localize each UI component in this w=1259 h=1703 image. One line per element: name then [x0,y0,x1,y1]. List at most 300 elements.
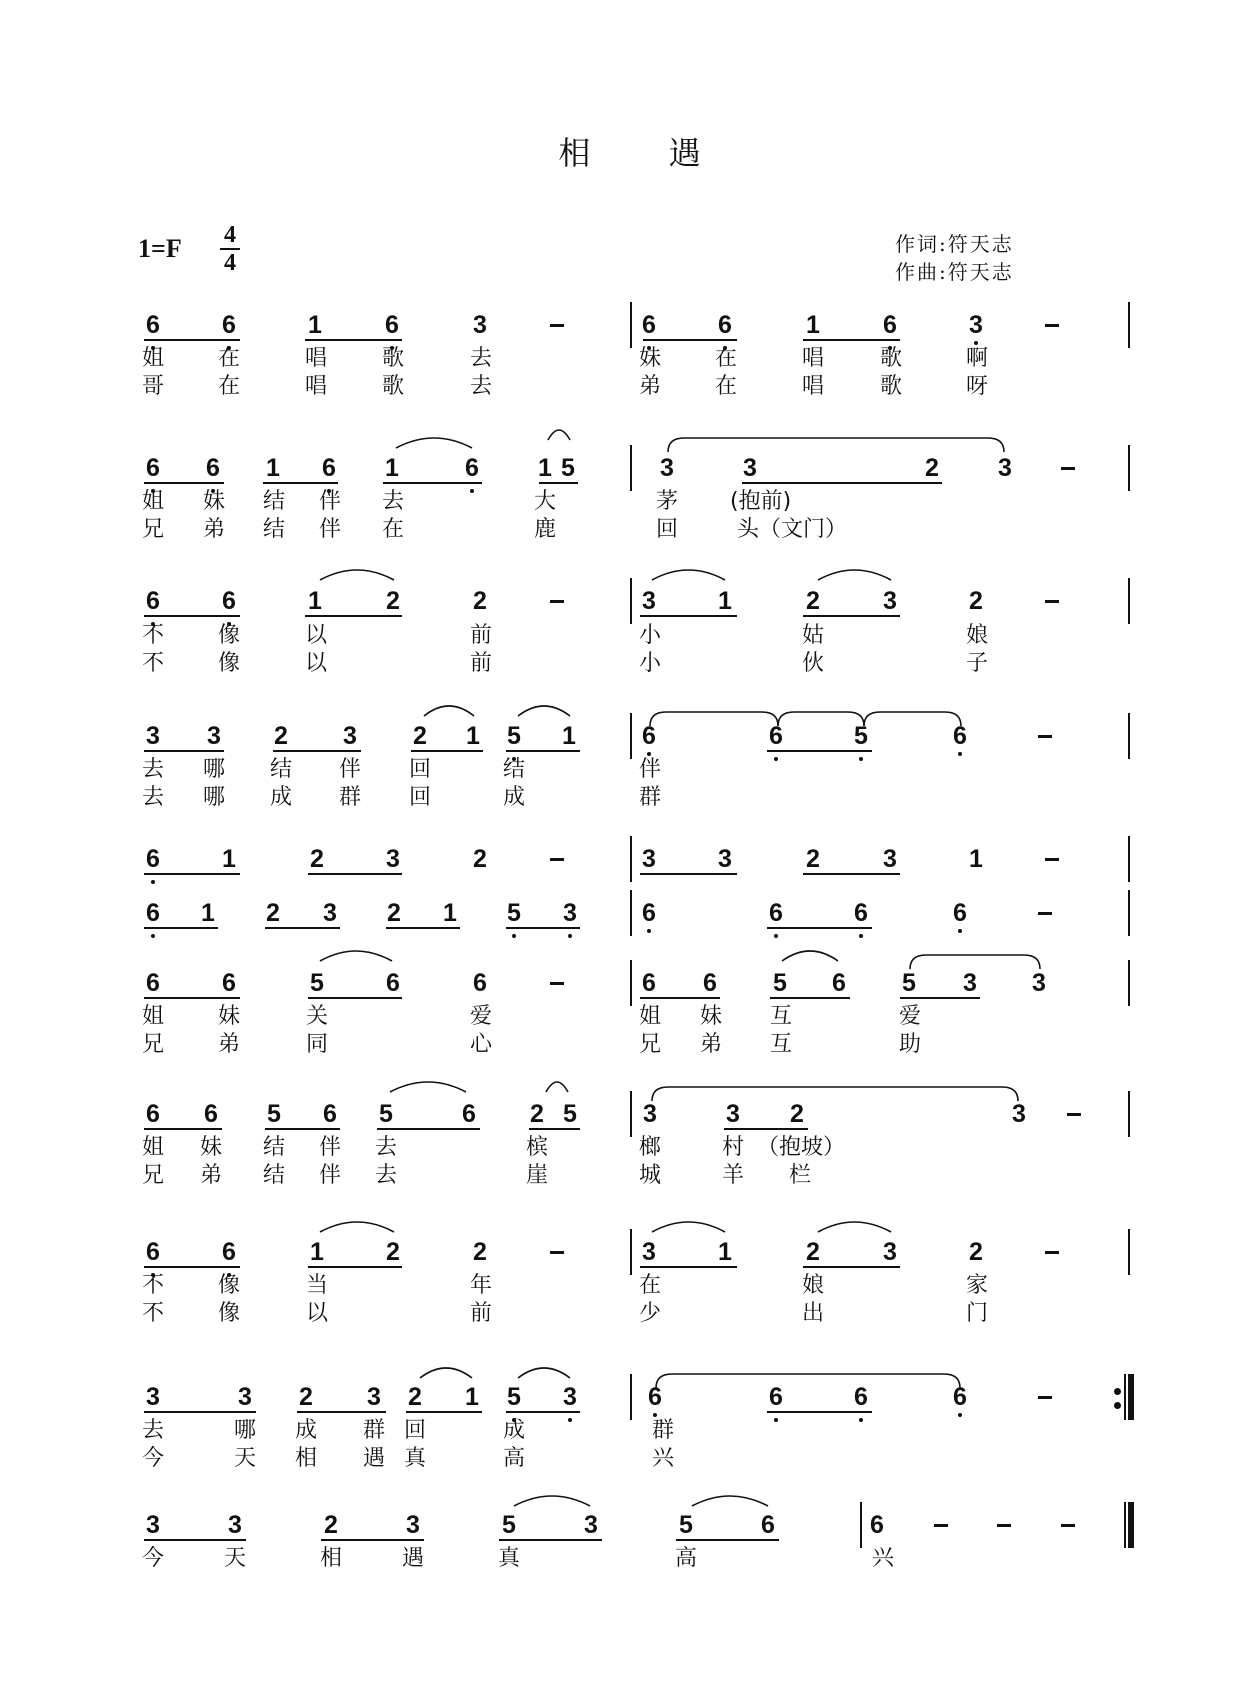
lyric-syllable: 同 [305,1032,328,1057]
lyric-syllable: （抱坡） [757,1135,846,1160]
lyric-syllable: 爱 [898,1004,921,1029]
note-1: 1 [562,722,576,750]
eighth-underline [529,1128,580,1130]
note-3: 3 [998,454,1012,482]
note-2: 2 [310,845,324,873]
slur-arc [546,1082,568,1092]
eighth-underline [386,927,460,929]
eighth-underline [411,750,483,752]
note-3: 3 [1032,969,1046,997]
note-3: 3 [743,454,757,482]
sustain-dash [997,1524,1011,1527]
note-6: 6 [642,899,656,927]
note-2: 2 [806,1238,820,1266]
note-3: 3 [406,1511,420,1539]
low-octave-dot [151,934,155,938]
eighth-underline [377,1128,480,1130]
lyric-syllable: 子 [965,651,988,676]
sustain-dash [1061,467,1075,470]
lyric-syllable: 兴 [651,1446,674,1471]
note-5: 5 [379,1100,393,1128]
low-octave-dot [958,929,962,933]
lyric-syllable: 回 [408,757,431,782]
note-6: 6 [953,1383,967,1411]
lyric-syllable: 榔 [638,1135,661,1160]
note-3: 3 [238,1383,252,1411]
lyric-syllable: 在 [217,374,240,399]
lyric-syllable: 像 [217,1301,240,1326]
low-octave-dot [512,934,516,938]
slur-arc [518,1368,570,1378]
lyric-syllable: 不 [141,1273,164,1298]
lyric-syllable: 呀 [965,374,988,399]
low-octave-dot [647,929,651,933]
note-6: 6 [222,969,236,997]
lyric-syllable: 茅 [655,489,678,514]
note-3: 3 [883,587,897,615]
note-5: 5 [507,1383,521,1411]
eighth-underline [144,997,240,999]
eighth-underline [803,339,900,341]
note-6: 6 [769,722,783,750]
note-3: 3 [642,845,656,873]
note-6: 6 [703,969,717,997]
low-octave-dot [774,1418,778,1422]
lyric-syllable: 以 [304,623,327,648]
lyric-syllable: 前 [469,651,492,676]
lyric-syllable: 小 [638,623,661,648]
lyric-syllable: 弟 [638,374,661,399]
lyric-syllable: 伴 [318,1135,341,1160]
note-3: 3 [473,311,487,339]
lyric-syllable: 不 [141,623,164,648]
eighth-underline [770,997,850,999]
barline [1128,445,1130,491]
note-6: 6 [146,845,160,873]
lyricist-credit: 作词:符天志 [895,232,1014,256]
barline [1128,960,1130,1006]
note-2: 2 [925,454,939,482]
lyric-syllable: 鹿 [533,517,556,542]
eighth-underline [506,1411,580,1413]
lyric-syllable: 在 [638,1273,661,1298]
repeat-thin-bar [1124,1374,1126,1420]
eighth-underline [640,615,737,617]
eighth-underline [900,997,980,999]
tie-bracket [668,438,1004,452]
lyric-syllable: 在 [714,346,737,371]
note-1: 1 [465,1383,479,1411]
lyric-syllable: 相 [294,1446,317,1471]
eighth-underline [144,1539,246,1541]
eighth-underline [803,873,900,875]
lyric-syllable: 成 [269,785,292,810]
lyric-syllable: 前 [469,1301,492,1326]
note-5: 5 [561,454,575,482]
eighth-underline [724,1128,808,1130]
lyric-syllable: 助 [898,1032,921,1057]
eighth-underline [144,482,224,484]
lyric-syllable: 姐 [141,1135,164,1160]
low-octave-dot [774,934,778,938]
low-octave-dot [958,752,962,756]
eighth-underline [308,1266,402,1268]
lyric-syllable: 不 [141,651,164,676]
note-6: 6 [642,311,656,339]
lyric-syllable: 结 [262,1163,285,1188]
barline [630,445,632,491]
note-1: 1 [538,454,552,482]
lyric-syllable: 兴 [871,1546,894,1571]
note-1: 1 [969,845,983,873]
note-3: 3 [969,311,983,339]
lyric-syllable: 去 [381,489,404,514]
barline [1128,713,1130,759]
note-6: 6 [462,1100,476,1128]
lyric-syllable: 在 [217,346,240,371]
low-octave-dot [568,1418,572,1422]
eighth-underline [506,927,580,929]
lyric-syllable: 伴 [318,489,341,514]
barline [1128,890,1130,936]
note-1: 1 [466,722,480,750]
lyric-syllable: 姐 [141,346,164,371]
lyric-syllable: 群 [651,1418,674,1443]
song-title: 相 遇 [558,134,735,172]
sustain-dash [1061,1524,1075,1527]
barline [630,1091,632,1137]
eighth-underline [676,1539,779,1541]
eighth-underline [273,750,361,752]
slur-arc [390,1082,466,1092]
lyric-syllable: 成 [502,785,525,810]
slur-arc [424,706,474,716]
sustain-dash [1045,858,1059,861]
lyric-syllable: 娘 [801,1273,824,1298]
note-1: 1 [385,454,399,482]
note-3: 3 [642,587,656,615]
barline [630,960,632,1006]
eighth-underline [767,750,872,752]
lyric-syllable: 兄 [638,1032,661,1057]
lyric-syllable: 哪 [233,1418,256,1443]
lyric-syllable: 结 [269,757,292,782]
lyric-syllable: 互 [769,1032,792,1057]
note-6: 6 [465,454,479,482]
note-5: 5 [310,969,324,997]
lyric-syllable: 像 [217,1273,240,1298]
barline [1128,578,1130,624]
sustain-dash [550,600,564,603]
sustain-dash [550,324,564,327]
lyric-syllable: 哥 [141,374,164,399]
lyric-syllable: 伙 [801,651,824,676]
eighth-underline [308,873,402,875]
lyric-syllable: 唱 [801,374,824,399]
lyric-syllable: 伴 [318,1163,341,1188]
sustain-dash [1045,324,1059,327]
note-6: 6 [204,1100,218,1128]
note-6: 6 [769,899,783,927]
note-1: 1 [310,1238,324,1266]
note-2: 2 [806,845,820,873]
slur-arc [320,1222,394,1232]
low-octave-dot [568,934,572,938]
lyric-syllable: 关 [305,1004,328,1029]
final-thin-bar [1124,1502,1126,1548]
lyric-syllable: 伴 [318,517,341,542]
lyric-syllable: 伴 [638,757,661,782]
lyric-syllable: 高 [674,1546,697,1571]
lyric-syllable: 去 [469,346,492,371]
tie-bracket [910,955,1040,969]
note-6: 6 [146,587,160,615]
slur-arc [652,570,725,580]
eighth-underline [767,927,872,929]
barline [860,1502,862,1548]
lyric-syllable: 姑 [801,623,824,648]
lyric-syllable: 成 [502,1418,525,1443]
note-6: 6 [222,1238,236,1266]
note-2: 2 [386,1238,400,1266]
lyric-syllable: 姐 [141,1004,164,1029]
lyric-syllable: 家 [965,1273,988,1298]
eighth-underline [640,997,720,999]
slur-arc [782,951,838,961]
lyric-syllable: 弟 [202,517,225,542]
lyric-syllable: 天 [233,1446,256,1471]
lyric-syllable: 村 [721,1135,744,1160]
eighth-underline [265,927,340,929]
note-6: 6 [146,1238,160,1266]
note-2: 2 [969,1238,983,1266]
note-2: 2 [299,1383,313,1411]
barline [1128,836,1130,882]
note-2: 2 [387,899,401,927]
note-1: 1 [718,1238,732,1266]
note-6: 6 [883,311,897,339]
lyric-syllable: 结 [262,517,285,542]
note-3: 3 [386,845,400,873]
note-6: 6 [761,1511,775,1539]
note-6: 6 [870,1511,884,1539]
time-denominator: 4 [224,250,236,276]
note-3: 3 [883,845,897,873]
lyric-syllable: 真 [497,1546,520,1571]
repeat-thick-bar [1128,1374,1134,1420]
note-5: 5 [267,1100,281,1128]
note-2: 2 [266,899,280,927]
lyric-syllable: 娘 [965,623,988,648]
tie-bracket [656,1374,960,1388]
note-5: 5 [502,1511,516,1539]
lyric-syllable: 弟 [199,1163,222,1188]
note-6: 6 [222,587,236,615]
note-2: 2 [408,1383,422,1411]
lyric-syllable: 兄 [141,517,164,542]
sustain-dash [550,1251,564,1254]
lyric-syllable: 唱 [801,346,824,371]
barline [630,836,632,882]
note-3: 3 [660,454,674,482]
slur-arc [692,1496,768,1506]
note-1: 1 [443,899,457,927]
note-1: 1 [308,587,322,615]
note-2: 2 [386,587,400,615]
lyric-syllable: 天 [223,1546,246,1571]
lyric-syllable: 今 [141,1446,164,1471]
lyric-syllable: 去 [469,374,492,399]
note-1: 1 [308,311,322,339]
tie-bracket [652,1087,1018,1101]
low-octave-dot [859,1418,863,1422]
low-octave-dot [151,880,155,884]
lyric-syllable: 哪 [202,757,225,782]
low-octave-dot [974,341,978,345]
note-6: 6 [642,722,656,750]
note-5: 5 [507,899,521,927]
note-3: 3 [963,969,977,997]
note-6: 6 [642,969,656,997]
lyric-syllable: 唱 [304,374,327,399]
lyric-syllable: 妹 [202,489,225,514]
note-6: 6 [953,722,967,750]
note-3: 3 [563,1383,577,1411]
lyric-syllable: 城 [638,1163,661,1188]
low-octave-dot [859,934,863,938]
sustain-dash [934,1524,948,1527]
note-6: 6 [473,969,487,997]
eighth-underline [305,339,402,341]
lyric-syllable: 结 [262,489,285,514]
note-6: 6 [385,311,399,339]
repeat-dot [1114,1388,1121,1395]
note-6: 6 [146,969,160,997]
note-3: 3 [726,1100,740,1128]
lyric-syllable: 大 [533,489,556,514]
slur-arc [818,1222,891,1232]
slur-arc [818,570,891,580]
low-octave-dot [774,757,778,761]
lyric-syllable: 去 [374,1135,397,1160]
note-6: 6 [854,899,868,927]
note-6: 6 [146,311,160,339]
note-2: 2 [530,1100,544,1128]
barline [630,713,632,759]
note-5: 5 [773,969,787,997]
barline [630,1374,632,1420]
low-octave-dot [470,489,474,493]
eighth-underline [506,750,580,752]
note-5: 5 [679,1511,693,1539]
lyric-syllable: 成 [294,1418,317,1443]
eighth-underline [643,339,737,341]
eighth-underline [539,482,578,484]
lyric-syllable: 今 [141,1546,164,1571]
lyric-syllable: 像 [217,623,240,648]
note-6: 6 [386,969,400,997]
note-6: 6 [322,454,336,482]
tie-bracket [864,712,961,726]
note-2: 2 [473,587,487,615]
note-6: 6 [854,1383,868,1411]
note-5: 5 [854,722,868,750]
eighth-underline [308,997,402,999]
note-3: 3 [146,1383,160,1411]
lyric-syllable: 群 [362,1418,385,1443]
sustain-dash [550,858,564,861]
note-2: 2 [473,1238,487,1266]
note-6: 6 [206,454,220,482]
note-3: 3 [323,899,337,927]
lyric-syllable: 回 [655,517,678,542]
lyric-syllable: 高 [502,1446,525,1471]
lyric-syllable: 姐 [141,489,164,514]
note-3: 3 [718,845,732,873]
lyric-syllable: 弟 [699,1032,722,1057]
note-1: 1 [201,899,215,927]
lyric-syllable: 兄 [141,1032,164,1057]
note-6: 6 [146,899,160,927]
barline [630,302,632,348]
lyric-syllable: 互 [769,1004,792,1029]
eighth-underline [321,1539,424,1541]
lyric-syllable: 羊 [721,1163,744,1188]
eighth-underline [803,1266,900,1268]
note-3: 3 [563,899,577,927]
lyric-syllable: 门 [965,1301,988,1326]
note-3: 3 [146,1511,160,1539]
slur-arc [514,1496,590,1506]
note-2: 2 [324,1511,338,1539]
eighth-underline [406,1411,482,1413]
lyric-syllable: 结 [502,757,525,782]
lyric-syllable: 去 [141,1418,164,1443]
note-6: 6 [769,1383,783,1411]
lyric-syllable: 崖 [525,1163,548,1188]
lyric-syllable: 回 [403,1418,426,1443]
lyric-syllable: 头（文门） [737,517,848,542]
note-3: 3 [146,722,160,750]
slur-arc [652,1222,725,1232]
eighth-underline [263,482,338,484]
note-1: 1 [806,311,820,339]
eighth-underline [144,615,240,617]
note-3: 3 [228,1511,242,1539]
slur-arc [320,951,392,961]
eighth-underline [803,615,900,617]
note-2: 2 [790,1100,804,1128]
low-octave-dot [958,1413,962,1417]
sustain-dash [1045,1251,1059,1254]
eighth-underline [742,482,942,484]
note-5: 5 [563,1100,577,1128]
eighth-underline [383,482,482,484]
lyric-syllable: 少 [638,1301,661,1326]
lyric-syllable: 群 [338,785,361,810]
lyric-syllable: 槟 [525,1135,548,1160]
lyric-syllable: 当 [305,1273,328,1298]
lyric-syllable: 群 [638,785,661,810]
barline [630,890,632,936]
low-octave-dot [653,1413,657,1417]
lyric-syllable: 遇 [362,1446,385,1471]
note-1: 1 [222,845,236,873]
note-2: 2 [473,845,487,873]
sustain-dash [1038,912,1052,915]
note-2: 2 [413,722,427,750]
lyric-syllable: 像 [217,651,240,676]
